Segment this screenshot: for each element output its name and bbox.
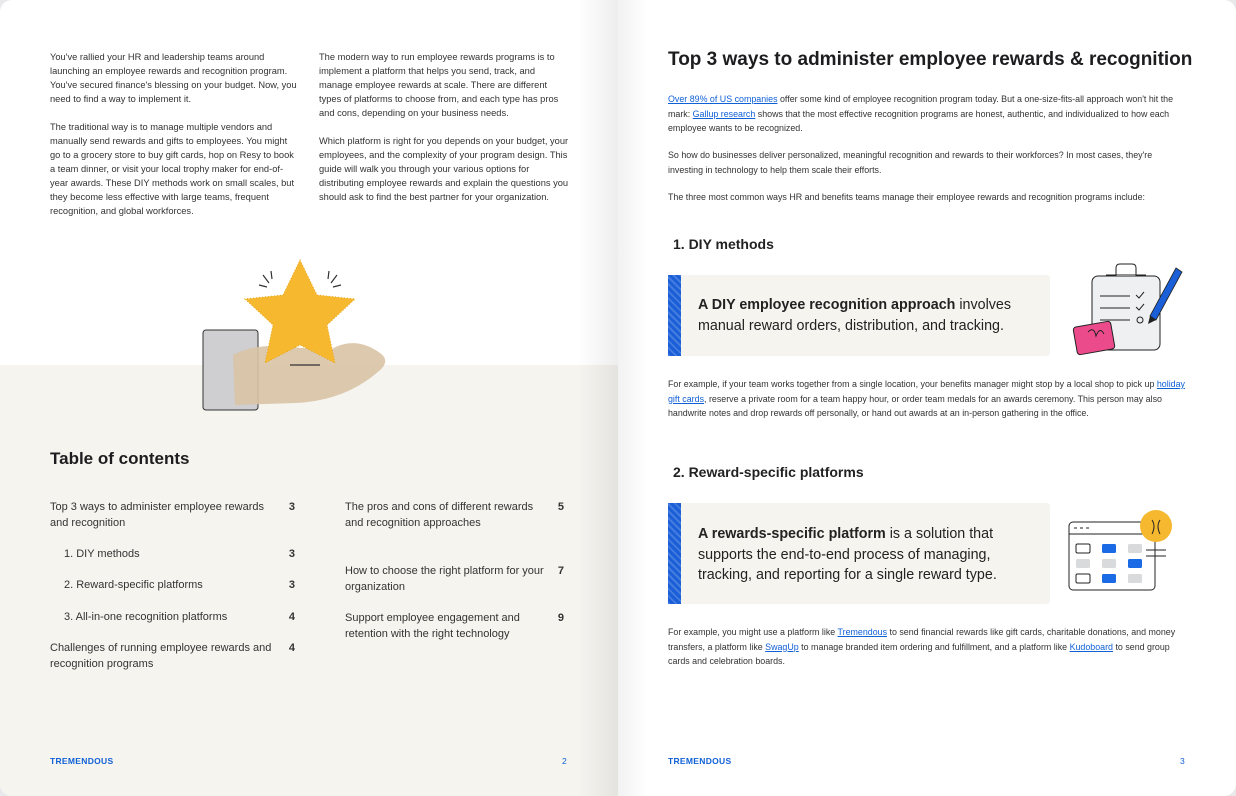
toc-item[interactable]: [64, 546, 295, 562]
right-page: [618, 0, 1236, 796]
intro-paragraph-1: You've rallied your HR and leadership teams around launching an employee rewards and recognition program. You've secured finance's blessing on your budget. Now, you need to find a way to implement it.: [50, 52, 297, 104]
toc-item[interactable]: [345, 610, 564, 642]
section-title-reward-platforms: 2. Reward-specific platforms: [673, 464, 864, 480]
toc-item[interactable]: [50, 640, 295, 672]
link-us-companies[interactable]: Over 89% of US companies: [668, 94, 778, 104]
toc-item[interactable]: [345, 563, 564, 595]
toc-item-page: 3: [288, 501, 295, 513]
link-holiday-gift-cards[interactable]: holiday gift cards: [668, 379, 1185, 404]
callout-text: A rewards-specific platform is a solution that supports the end-to-end process of managing, tracking, and reporting for a single reward type.: [698, 526, 997, 583]
toc-item-title: 3. All-in-one recognition platforms: [64, 611, 228, 623]
toc-item-page: 4: [288, 611, 295, 623]
page-heading: Top 3 ways to administer employee rewards & recognition: [668, 49, 1193, 70]
callout-reward-platforms: [668, 503, 1050, 604]
reward-platforms-example-paragraph: For example, you might use a platform like Tremendous to send financial rewards like gift cards, charitable donations, and money transfers, a platform like SwagUp to manage branded item ordering and fulfillment, and a platform like Kudoboard to send group cards and celebration boards.: [668, 627, 1176, 666]
intro-paragraph: Over 89% of US companies offer some kind of employee recognition program today. But a one-size-fits-all approach won't hit the mark: Gallup research shows that the most effective recognition programs are honest, authentic, and individualized to how each employee wants to be recognized.: [668, 94, 1174, 133]
callout-accent-bar: [668, 503, 681, 604]
callout-accent-bar: [668, 275, 681, 356]
toc-item-page: 4: [288, 642, 295, 654]
paragraph-2: So how do businesses deliver personalized, meaningful recognition and rewards to their workforces? In most cases, they're investing in technology to help them scale their efforts.: [668, 150, 1153, 175]
toc-item-page: 3: [288, 579, 295, 591]
paragraph-3: The three most common ways HR and benefits teams manage their employee rewards and recognition programs include:: [668, 192, 1146, 202]
toc-item-page: 5: [557, 501, 564, 513]
toc-item[interactable]: [50, 499, 295, 531]
toc-item[interactable]: [64, 609, 295, 625]
section-title-diy: 1. DIY methods: [673, 236, 774, 252]
clipboard-checklist-icon: [1070, 262, 1185, 360]
toc-item[interactable]: [64, 577, 295, 593]
toc-item-title: Top 3 ways to administer employee rewards and recognition: [50, 501, 264, 529]
diy-example-paragraph: For example, if your team works together from a single location, your benefits manager might stop by a local shop to pick up holiday gift cards, reserve a private room for a team happy hour, or order team medals for an awards ceremony. This person may also handwrite notes and drop rewards off personally, or hand out awards at an in-person gathering in the office.: [668, 379, 1185, 418]
intro-paragraph-4: Which platform is right for you depends on your budget, your employees, and the complexity of your program design. This guide will walk you through your various options for distributing employee rewards and explain the questions you should ask to find the best partner for your organization.: [319, 136, 569, 202]
gutter-shadow: [618, 0, 648, 796]
star-illustration: [195, 255, 405, 415]
toc-item-title: 1. DIY methods: [64, 548, 140, 560]
toc-item-page: 9: [557, 612, 564, 624]
brand-logo: TREMENDOUS: [50, 756, 114, 766]
calendar-board-icon: [1068, 510, 1178, 595]
page-number: 2: [562, 756, 567, 766]
intro-paragraph-3: The modern way to run employee rewards programs is to implement a platform that helps you send, track, and manage employee rewards at scale. There are different types of platforms to choose from, and each type has pros and cons, depending on your business needs.: [319, 52, 559, 118]
callout-diy: [668, 275, 1050, 356]
link-gallup-research[interactable]: Gallup research: [692, 108, 756, 119]
link-kudoboard[interactable]: Kudoboard: [1069, 641, 1113, 652]
toc-item-title: Challenges of running employee rewards and recognition programs: [50, 642, 272, 670]
brand-logo: TREMENDOUS: [668, 756, 732, 766]
toc-item[interactable]: [345, 499, 564, 531]
callout-text: A DIY employee recognition approach involves manual reward orders, distribution, and tracking.: [698, 297, 1012, 334]
toc-item-page: 7: [557, 565, 564, 577]
toc-item-title: 2. Reward-specific platforms: [64, 579, 203, 591]
link-swagup[interactable]: SwagUp: [765, 641, 799, 652]
toc-title: Table of contents: [50, 449, 190, 468]
toc-item-title: Support employee engagement and retention with the right technology: [345, 612, 520, 640]
intro-paragraph-2: The traditional way is to manage multiple vendors and manually send rewards and gifts to employees. You might go to a grocery store to buy gift cards, hop on Resy to book a team dinner, or visit your local trophy maker for end-of-year awards. These DIY methods work on small scales, but they become less effective with large teams, frequent recognition, and global workforces.: [50, 122, 295, 216]
gutter-shadow: [578, 0, 618, 796]
toc-item-page: 3: [288, 548, 295, 560]
page-number: 3: [1180, 756, 1185, 766]
toc-item-title: How to choose the right platform for your organization: [345, 565, 544, 593]
link-tremendous[interactable]: Tremendous: [837, 627, 888, 637]
toc-item-title: The pros and cons of different rewards and recognition approaches: [345, 501, 534, 529]
